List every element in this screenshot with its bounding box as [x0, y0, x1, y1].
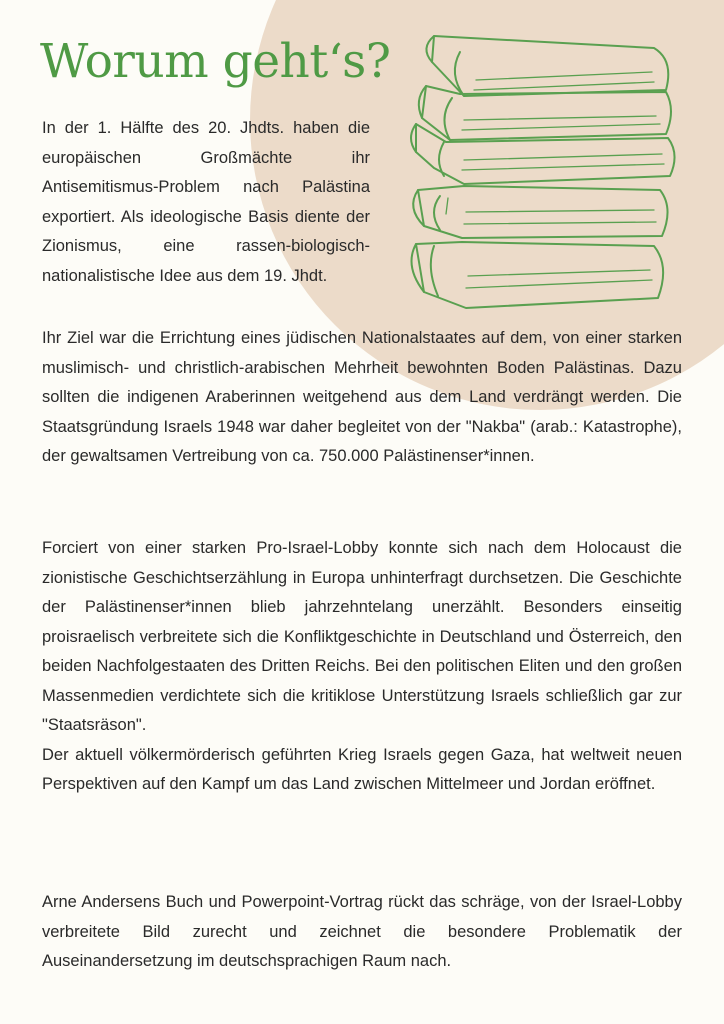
paragraph-book: Arne Andersens Buch und Powerpoint-Vortrag rückt das schräge, von der Israel-Lobby verbreitete Bild zurecht und zeichnet die besondere Problematik der Auseinandersetzung im deutschsprachigen Raum nach.: [42, 893, 682, 970]
paragraph-lobby: [42, 534, 682, 800]
paragraph-lobby-text: Forciert von einer starken Pro-Israel-Lobby konnte sich nach dem Holocaust die zionistische Geschichtserzählung in Europa unhinterfragt durchsetzen. Die Geschichte der Palästinenser*innen blieb jahrzehntelang unerzählt. Besonders einseitig proisraelisch verbreitete sich die Konfliktgeschichte in Deutschland und Österreich, den beiden Nachfolgestaaten des Dritten Reichs. Bei den politischen Eliten und den großen Massenmedien verdichtete sich die kritiklose Unterstützung Israels schließlich gar zur "Staatsräson".: [42, 539, 682, 734]
page-title: Worum geht‘s?: [40, 34, 391, 89]
book-stack-icon: [404, 30, 684, 320]
paragraph-gaza-text: Der aktuell völkermörderisch geführten Krieg Israels gegen Gaza, hat weltweit neuen Perspektiven auf den Kampf um das Land zwischen Mittelmeer und Jordan eröffnet.: [42, 745, 682, 793]
intro-paragraph: In der 1. Hälfte des 20. Jhdts. haben die europäischen Großmächte ihr Antisemitismus-Problem nach Palästina exportiert. Als ideologische Basis diente der Zionismus, eine rassen-biologisch-nationalistische Idee aus dem 19. Jhdt.: [42, 119, 370, 285]
paragraph-zionist-state: Ihr Ziel war die Errichtung eines jüdischen Nationalstaates auf dem, von einer starken muslimisch- und christlich-arabischen Mehrheit bewohnten Boden Palästinas. Dazu sollten die indigenen Araberinnen weitgehend aus dem Land verdrängt werden. Die Staatsgründung Israels 1948 war daher begleitet von der "Nakba" (arab.: Katastrophe), der gewaltsamen Vertreibung von ca. 750.000 Palästinenser*innen.: [42, 329, 682, 465]
